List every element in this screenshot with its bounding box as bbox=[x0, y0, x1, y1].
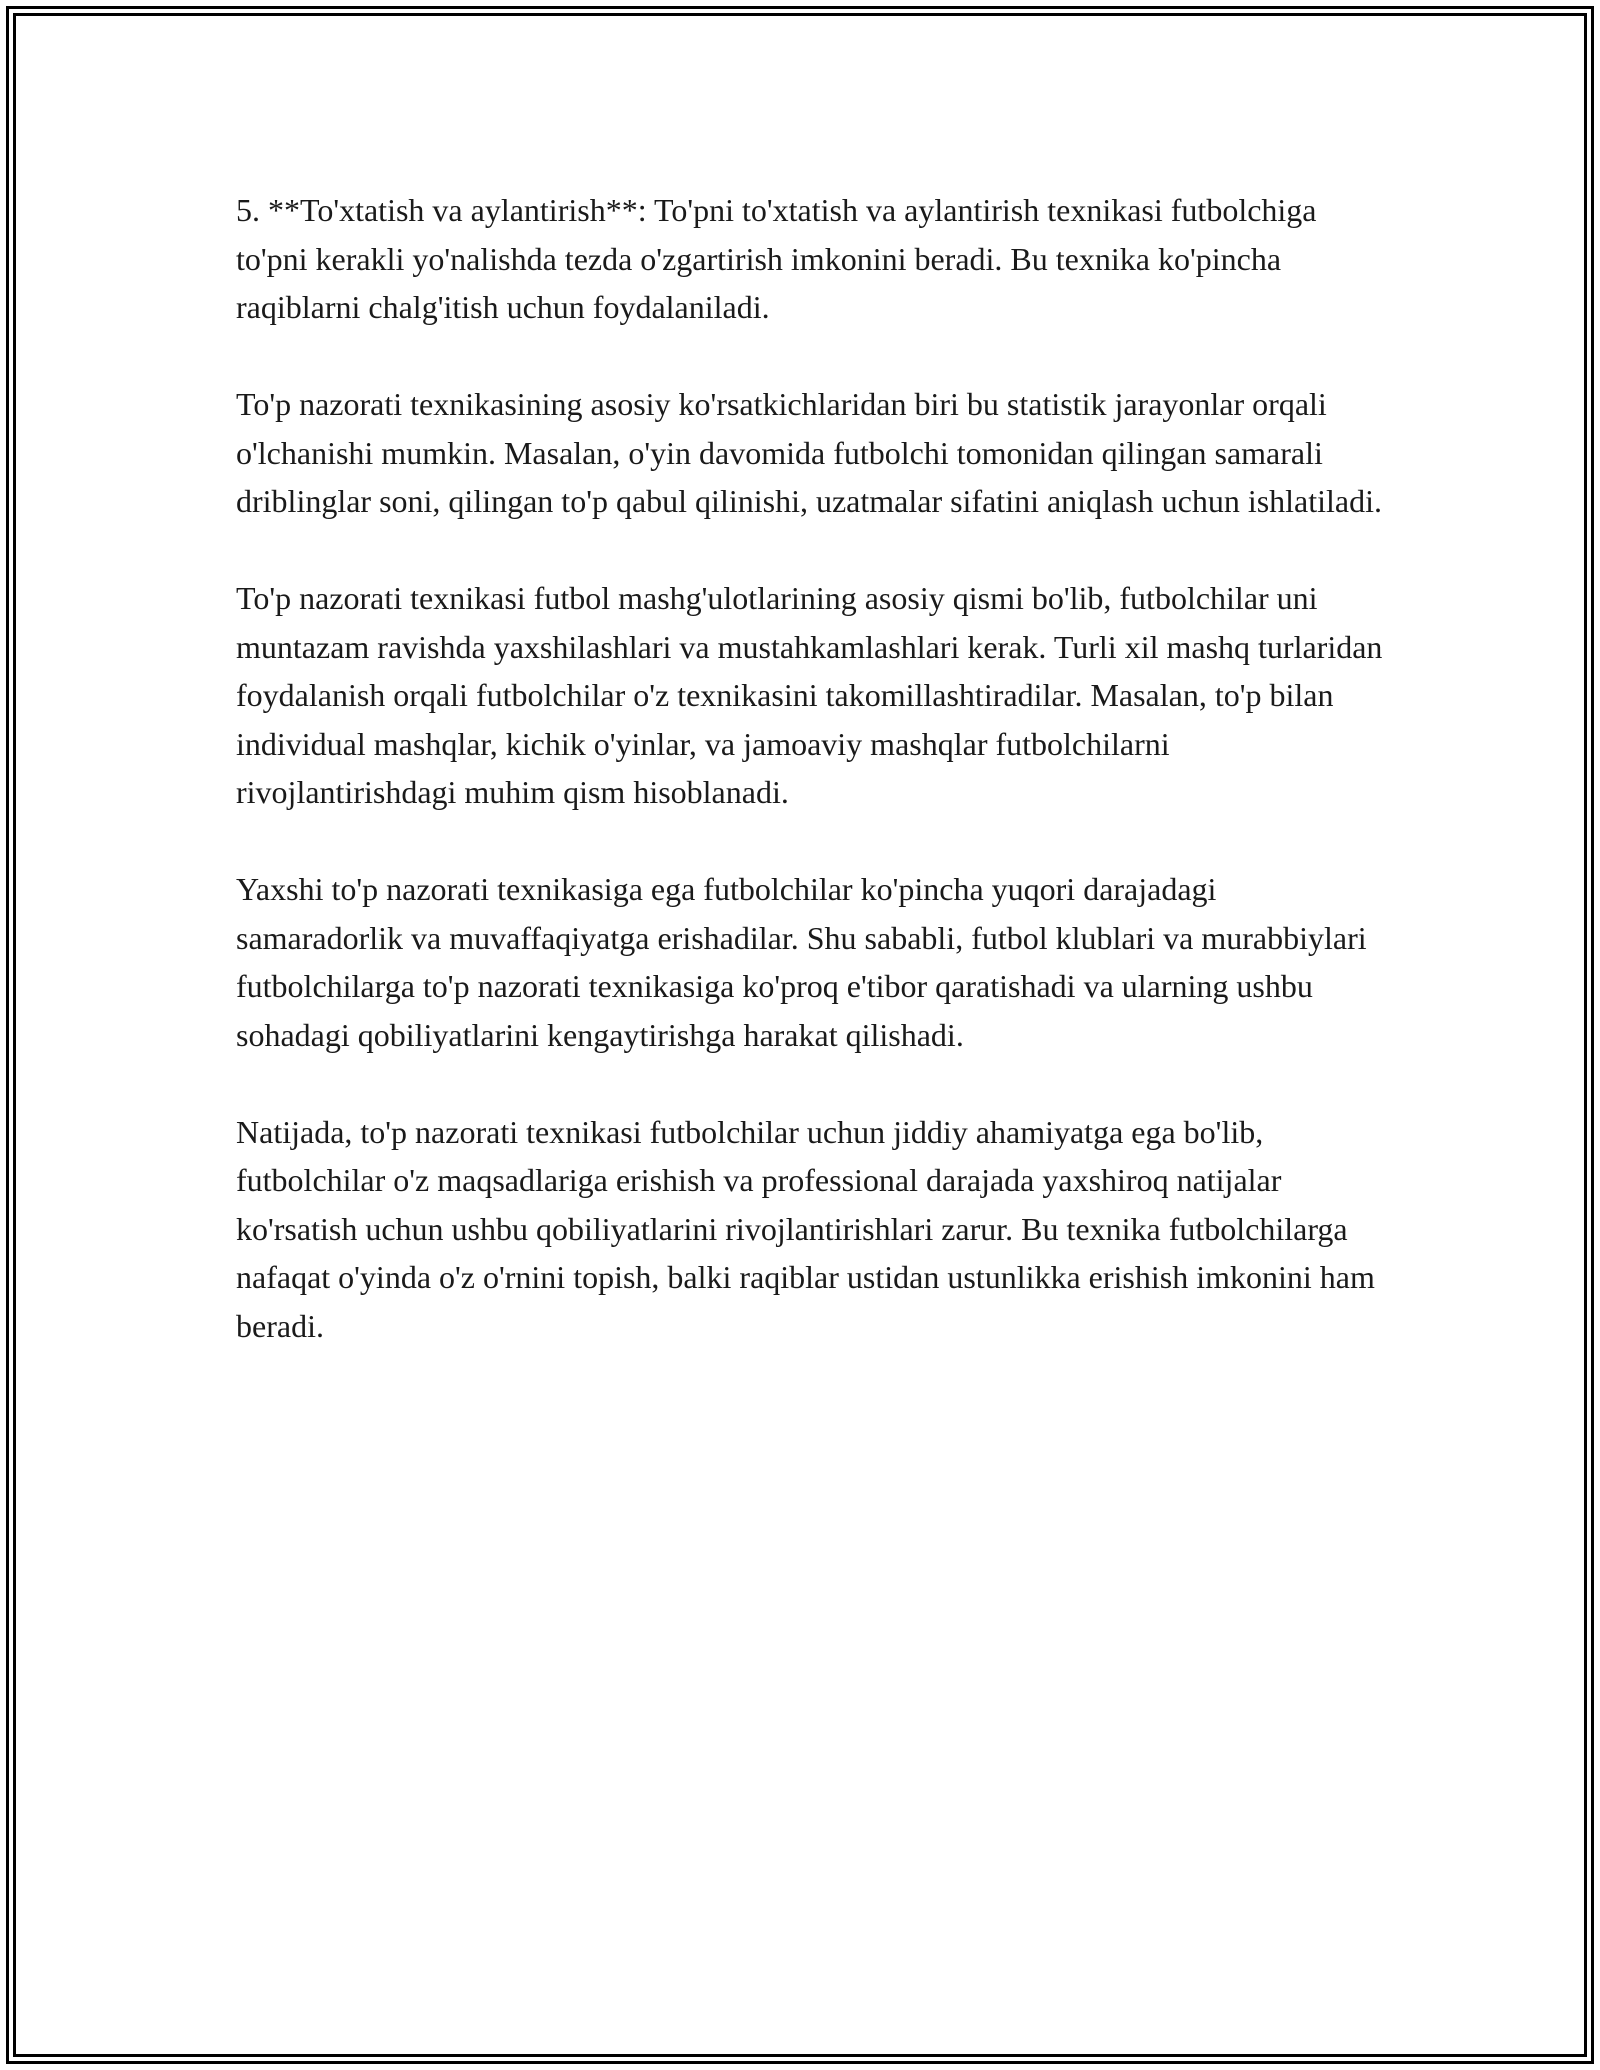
paragraph-statistics: To'p nazorati texnikasining asosiy ko'rsatkichlaridan biri bu statistik jarayonlar orqali o'lchanishi mumkin. Masalan, o'yin davomida futbolchi tomonidan qilingan samarali driblinglar soni, qilingan to'p qabul qilinishi, uzatmalar sifatini aniqlash uchun ishlatiladi. bbox=[236, 386, 1383, 519]
paragraph-training: To'p nazorati texnikasi futbol mashg'ulotlarining asosiy qismi bo'lib, futbolchilar uni muntazam ravishda yaxshilashlari va mustahkamlashlari kerak. Turli xil mashq turlaridan foydalanish orqali futbolchilar o'z texnikasini takomillashtiradilar. Masalan, to'p bilan individual mashqlar, kichik o'yinlar, va jamoaviy mashqlar futbolchilarni rivojlantirishdagi muhim qism hisoblanadi. bbox=[236, 580, 1383, 810]
document-body bbox=[236, 186, 1386, 1399]
paragraph-performance: Yaxshi to'p nazorati texnikasiga ega futbolchilar ko'pincha yuqori darajadagi samaradorlik va muvaffaqiyatga erishadilar. Shu sababli, futbol klublari va murabbiylari futbolchilarga to'p nazorati texnikasiga ko'proq e'tibor qaratishadi va ularning ushbu sohadagi qobiliyatlarini kengaytirishga harakat qilishadi. bbox=[236, 871, 1367, 1053]
paragraph-toxtatish: 5. **To'xtatish va aylantirish**: To'pni to'xtatish va aylantirish texnikasi futbolchiga to'pni kerakli yo'nalishda tezda o'zgartirish imkonini beradi. Bu texnika ko'pincha raqiblarni chalg'itish uchun foydalaniladi. bbox=[236, 192, 1317, 325]
paragraph-conclusion: Natijada, to'p nazorati texnikasi futbolchilar uchun jiddiy ahamiyatga ega bo'lib, futbolchilar o'z maqsadlariga erishish va professional darajada yaxshiroq natijalar ko'rsatish uchun ushbu qobiliyatlarini rivojlantirishlari zarur. Bu texnika futbolchilarga nafaqat o'yinda o'z o'rnini topish, balki raqiblar ustidan ustunlikka erishish imkonini ham beradi. bbox=[236, 1113, 1375, 1344]
